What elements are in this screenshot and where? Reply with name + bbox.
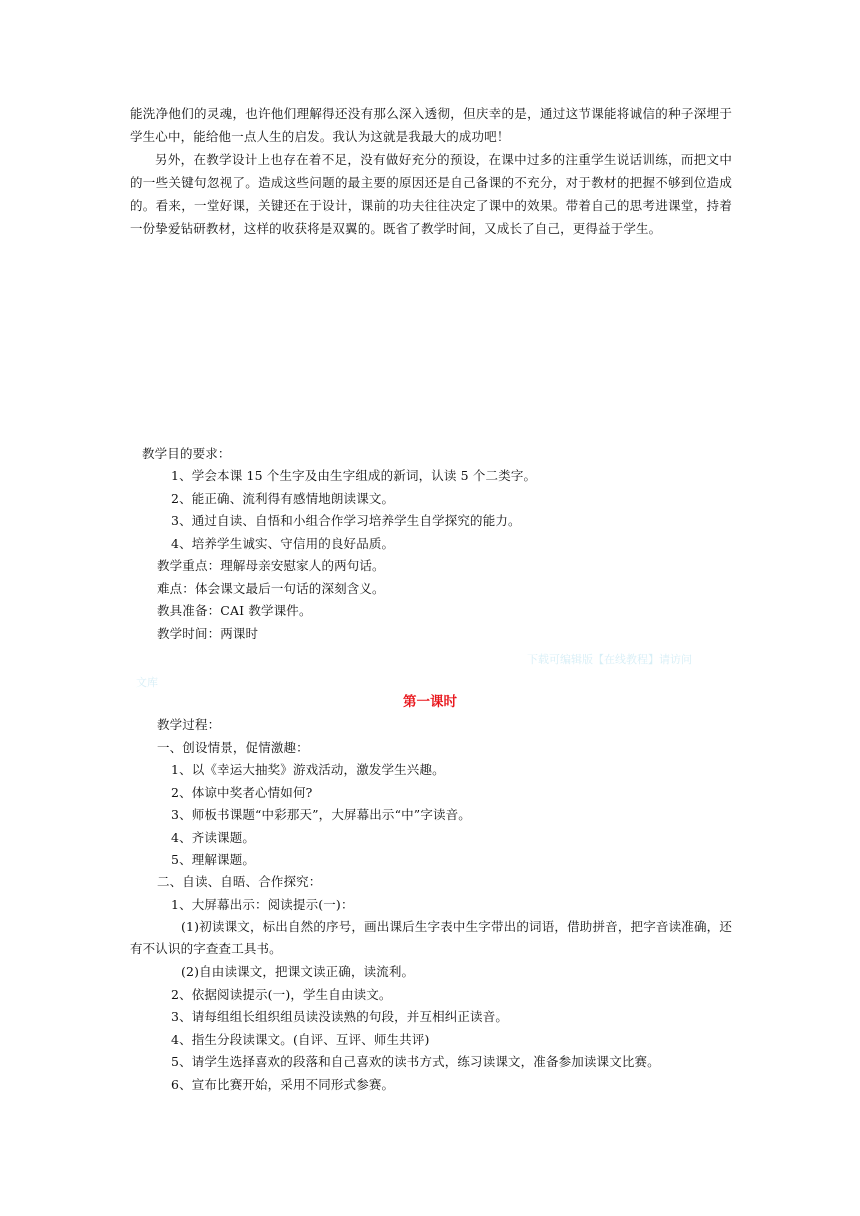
materials: 教具准备：CAI 教学课件。: [157, 603, 312, 618]
watermark-text: 文库: [136, 676, 158, 689]
list-item: 1、大屏幕出示：阅读提示(一)：: [171, 897, 354, 912]
reading-tip-2: (2)自由读课文，把课文读正确，读流利。: [181, 964, 415, 979]
objective-item: 4、培养学生诚实、守信用的良好品质。: [171, 536, 395, 551]
objectives-title: 教学目的要求：: [142, 446, 231, 461]
key-point: 教学重点：理解母亲安慰家人的两句话。: [157, 558, 385, 573]
list-item: 4、指生分段读课文。(自评、互评、师生共评): [171, 1032, 430, 1047]
section-title: 一、创设情景，促情激趣：: [157, 740, 309, 755]
process-title: 教学过程：: [157, 717, 221, 732]
list-item: 3、请每组组长组织组员读没读熟的句段，并互相纠正读音。: [171, 1009, 509, 1024]
objective-item: 3、通过自读、自悟和小组合作学习培养学生自学探究的能力。: [171, 513, 521, 528]
difficulty: 难点：体会课文最后一句话的深刻含义。: [157, 581, 385, 596]
list-item: 5、理解课题。: [171, 852, 256, 867]
watermark-link[interactable]: 下载可编辑版【在线教程】请访问: [527, 653, 692, 666]
list-item: 2、体谅中奖者心情如何?: [171, 785, 313, 800]
objective-item: 2、能正确、流利得有感情地朗读课文。: [171, 491, 395, 506]
list-item: 3、师板书课题“中彩那天”，大屏幕出示“中”字读音。: [171, 807, 471, 822]
paragraph-continuation: 能洗净他们的灵魂，也许他们理解得还没有那么深入透彻，但庆幸的是，通过这节课能将诚信的种子深埋于学生心中，能给他一点人生的启发。我认为这就是我最大的成功吧！: [130, 106, 732, 144]
list-item: 6、宣布比赛开始，采用不同形式参赛。: [171, 1077, 395, 1092]
reading-tip-1: (1)初读课文，标出自然的序号，画出课后生字表中生字带出的词语，借助拼音，把字音读准确，还有不认识的字查查工具书。: [130, 919, 732, 956]
list-item: 4、齐读课题。: [171, 830, 256, 845]
list-item: 5、请学生选择喜欢的段落和自己喜欢的读书方式，练习读课文，准备参加读课文比赛。: [171, 1054, 660, 1069]
list-item: 1、以《幸运大抽奖》游戏活动，激发学生兴趣。: [171, 762, 445, 777]
list-item: 2、依据阅读提示(一)，学生自由读文。: [171, 987, 392, 1002]
teaching-time: 教学时间：两课时: [157, 626, 259, 641]
objective-item: 1、学会本课 15 个生字及由生字组成的新词，认读 5 个二类字。: [171, 468, 537, 483]
paragraph-reflection: 另外，在教学设计上也存在着不足，没有做好充分的预设，在课中过多的注重学生说话训练，而把文中的一些关键句忽视了。造成这些问题的最主要的原因还是自己备课的不充分，对于教材的把握不够到位造成的。看来，一堂好课，关键还在于设计，课前的功夫往往决定了课中的效果。带着自己的思考进课堂，持着一份挚爱钻研教材，这样的收获将是双翼的。既省了教学时间，又成长了自己，更得益于学生。: [130, 152, 732, 236]
lesson-heading: 第一课时: [403, 694, 457, 710]
section-title: 二、自读、自晤、合作探究：: [157, 874, 322, 889]
